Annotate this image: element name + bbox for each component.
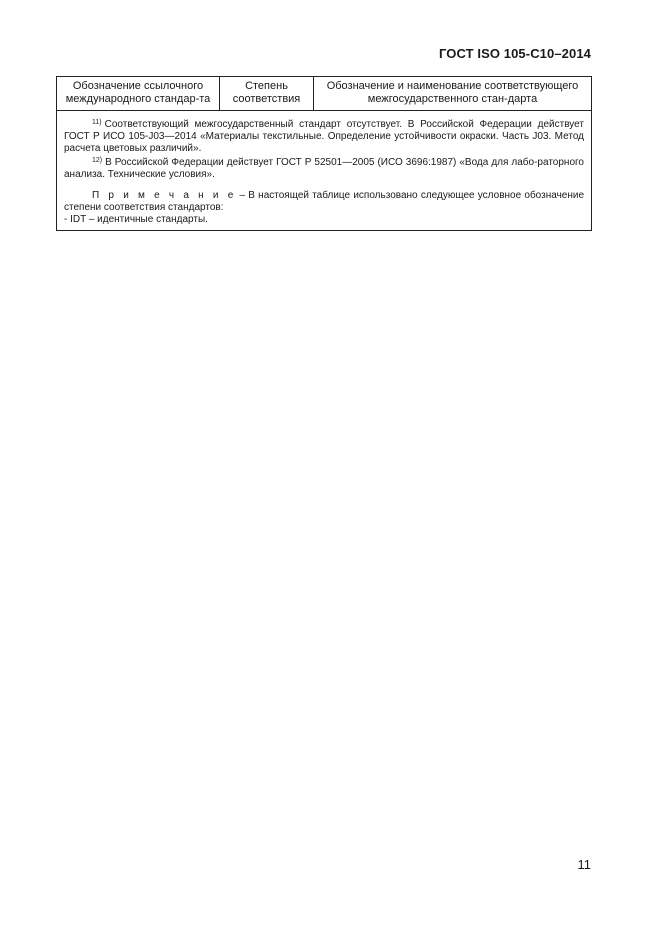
note-text: – В настоящей таблице использовано следующее условное обозначение степени соответствия стандартов: [64,190,585,213]
table-header-row [57,77,591,111]
footnote-mark: 11) [92,119,102,126]
table-footnotes [57,111,591,230]
footnote-mark: 12) [92,157,103,164]
note-item: - IDT – идентичные стандарты. [64,214,208,225]
column-header-interstate-standard: Обозначение и наименование соответствующего межгосударственного стан-дарта [326,80,579,105]
page-number: 11 [577,857,591,872]
footnote [64,155,584,181]
document-code: ГОСТ ISO 105-C10–2014 [438,46,591,61]
footnote-text: В Российской Федерации действует ГОСТ Р 52501—2005 (ИСО 3696:1987) «Вода для лабо-раторного анализа. Технические условия». [64,157,584,180]
footnote [64,117,584,155]
table-note [64,190,584,214]
column-header-reference-standard: Обозначение ссылочного международного стандар-та [57,77,220,110]
standards-table [56,76,592,231]
note-label: П р и м е ч а н и е [92,190,237,201]
footnote-text: Соответствующий межгосударственный стандарт отсутствует. В Российской Федерации действует ГОСТ Р ИСО 105-J03—2014 «Материалы текстильные. Определение устойчивости окраски. Часть J03. Метод расчета цветовых различий». [64,119,584,154]
column-header-degree: Степень соответствия [220,77,314,110]
